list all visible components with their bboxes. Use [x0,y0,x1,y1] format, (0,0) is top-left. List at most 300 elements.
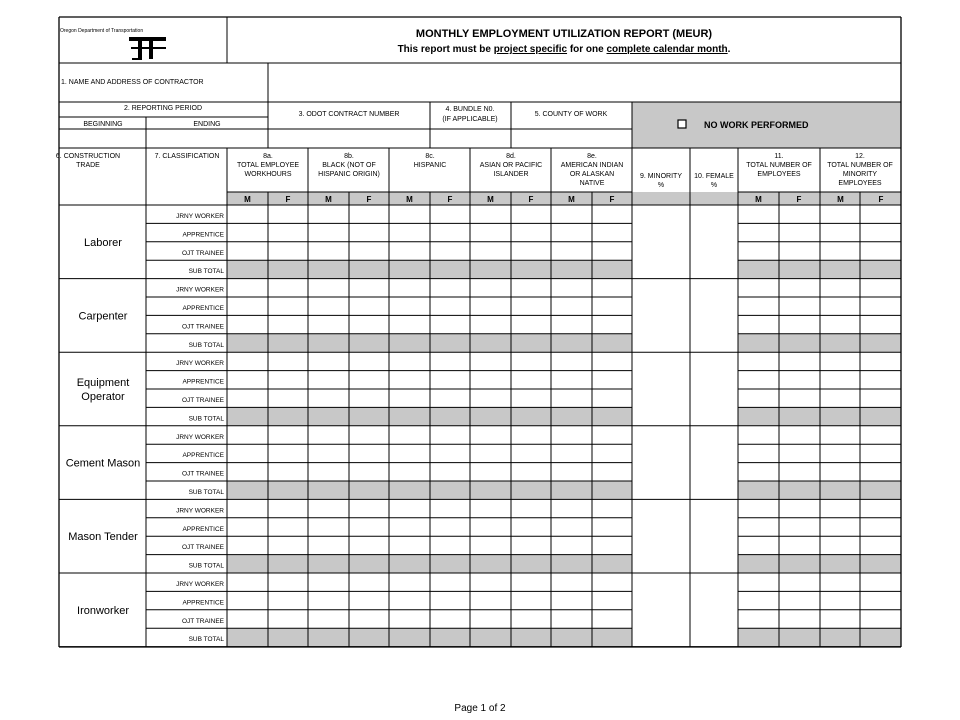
entry-cell[interactable] [592,610,632,628]
entry-cell[interactable] [551,297,592,315]
entry-cell[interactable] [389,536,430,554]
entry-cell[interactable] [389,352,430,370]
entry-cell[interactable] [470,315,511,333]
entry-cell[interactable] [860,573,901,591]
entry-cell[interactable] [820,352,860,370]
entry-cell[interactable] [592,518,632,536]
entry-cell[interactable] [738,573,779,591]
entry-cell[interactable] [860,242,901,260]
entry-cell[interactable] [389,279,430,297]
entry-cell[interactable] [738,463,779,481]
entry-cell[interactable] [430,499,470,517]
entry-cell[interactable] [470,205,511,223]
classification-header: 7. CLASSIFICATION [154,153,220,160]
entry-cell[interactable] [308,223,349,241]
entry-cell[interactable] [430,352,470,370]
entry-cell[interactable] [820,444,860,462]
entry-cell[interactable] [511,297,551,315]
entry-cell[interactable] [389,426,430,444]
ending-date-field[interactable] [146,129,268,148]
entry-cell[interactable] [860,205,901,223]
entry-cell[interactable] [820,610,860,628]
entry-cell[interactable] [430,279,470,297]
entry-cell[interactable] [738,279,779,297]
entry-cell[interactable] [738,223,779,241]
entry-cell[interactable] [268,536,308,554]
contract-number-field[interactable] [268,129,430,148]
entry-cell[interactable] [511,426,551,444]
entry-cell[interactable] [470,536,511,554]
classification-label: APPRENTICE [182,599,224,607]
entry-cell[interactable] [511,444,551,462]
entry-cell[interactable] [227,279,268,297]
entry-cell[interactable] [551,389,592,407]
entry-cell[interactable] [227,518,268,536]
entry-cell[interactable] [470,389,511,407]
entry-cell[interactable] [349,591,389,609]
entry-cell[interactable] [430,573,470,591]
entry-cell[interactable] [551,518,592,536]
entry-cell[interactable] [779,297,820,315]
entry-cell[interactable] [860,426,901,444]
entry-cell[interactable] [820,297,860,315]
entry-cell[interactable] [551,371,592,389]
entry-cell[interactable] [592,297,632,315]
contractor-name-address-field[interactable] [268,63,901,102]
female-percent-cell[interactable] [690,573,738,647]
entry-cell[interactable] [470,279,511,297]
entry-cell[interactable] [308,205,349,223]
entry-cell[interactable] [470,591,511,609]
entry-cell[interactable] [308,352,349,370]
entry-cell[interactable] [592,591,632,609]
entry-cell[interactable] [511,499,551,517]
entry-cell[interactable] [470,223,511,241]
entry-cell[interactable] [389,223,430,241]
entry-cell[interactable] [860,297,901,315]
entry-cell[interactable] [779,518,820,536]
entry-cell[interactable] [349,573,389,591]
entry-cell[interactable] [268,518,308,536]
entry-cell[interactable] [738,352,779,370]
entry-cell[interactable] [551,536,592,554]
entry-cell[interactable] [592,426,632,444]
entry-cell[interactable] [349,610,389,628]
entry-cell[interactable] [738,591,779,609]
entry-cell[interactable] [860,463,901,481]
entry-cell[interactable] [738,426,779,444]
entry-cell[interactable] [349,352,389,370]
entry-cell[interactable] [470,518,511,536]
entry-cell[interactable] [738,536,779,554]
entry-cell[interactable] [779,573,820,591]
entry-cell[interactable] [308,279,349,297]
classification-label: SUB TOTAL [188,636,224,644]
minority-percent-cell[interactable] [632,205,690,279]
entry-cell[interactable] [860,223,901,241]
entry-cell[interactable] [551,279,592,297]
entry-cell[interactable] [349,279,389,297]
entry-cell[interactable] [592,389,632,407]
entry-cell[interactable] [349,223,389,241]
entry-cell[interactable] [227,536,268,554]
entry-cell[interactable] [227,352,268,370]
entry-cell[interactable] [820,518,860,536]
entry-cell[interactable] [551,242,592,260]
entry-cell[interactable] [511,242,551,260]
entry-cell[interactable] [268,297,308,315]
entry-cell[interactable] [551,610,592,628]
entry-cell[interactable] [779,444,820,462]
entry-cell[interactable] [389,444,430,462]
entry-cell[interactable] [551,463,592,481]
classification-label: JRNY WORKER [176,360,224,368]
entry-cell[interactable] [389,591,430,609]
classification-label: JRNY WORKER [176,433,224,441]
entry-cell[interactable] [820,536,860,554]
entry-cell[interactable] [430,205,470,223]
entry-cell[interactable] [308,591,349,609]
classification-label: APPRENTICE [182,452,224,460]
entry-cell[interactable] [308,315,349,333]
entry-cell[interactable] [389,610,430,628]
entry-cell[interactable] [430,463,470,481]
entry-cell[interactable] [470,297,511,315]
entry-cell[interactable] [551,573,592,591]
entry-cell[interactable] [308,573,349,591]
entry-cell[interactable] [308,536,349,554]
entry-cell[interactable] [820,499,860,517]
entry-cell[interactable] [551,444,592,462]
entry-cell[interactable] [268,389,308,407]
entry-cell[interactable] [820,242,860,260]
entry-cell[interactable] [470,610,511,628]
female-percent-cell[interactable] [690,279,738,353]
entry-cell[interactable] [349,371,389,389]
entry-cell[interactable] [551,426,592,444]
entry-cell[interactable] [268,591,308,609]
entry-cell[interactable] [308,242,349,260]
entry-cell[interactable] [511,352,551,370]
entry-cell[interactable] [227,223,268,241]
entry-cell[interactable] [592,371,632,389]
entry-cell[interactable] [592,573,632,591]
entry-cell[interactable] [430,610,470,628]
entry-cell[interactable] [779,610,820,628]
entry-cell[interactable] [592,205,632,223]
bundle-label-2: (IF APPLICABLE) [442,116,498,123]
col-11-header: 11. TOTAL NUMBER OF EMPLOYEES [746,153,812,178]
male-label: M [406,195,413,204]
entry-cell[interactable] [268,371,308,389]
entry-cell[interactable] [860,444,901,462]
entry-cell[interactable] [511,389,551,407]
entry-cell[interactable] [738,205,779,223]
entry-cell[interactable] [738,444,779,462]
entry-cell[interactable] [860,352,901,370]
entry-cell[interactable] [470,573,511,591]
entry-cell[interactable] [820,573,860,591]
entry-cell[interactable] [779,499,820,517]
entry-cell[interactable] [511,205,551,223]
entry-cell[interactable] [349,242,389,260]
contract-number-label: 3. ODOT CONTRACT NUMBER [298,111,400,118]
entry-cell[interactable] [820,389,860,407]
entry-cell[interactable] [779,315,820,333]
entry-cell[interactable] [430,315,470,333]
entry-cell[interactable] [349,499,389,517]
entry-cell[interactable] [592,444,632,462]
entry-cell[interactable] [592,223,632,241]
classification-label: OJT TRAINEE [181,323,224,331]
entry-cell[interactable] [308,610,349,628]
entry-cell[interactable] [779,205,820,223]
entry-cell[interactable] [268,315,308,333]
classification-label: SUB TOTAL [188,562,224,570]
entry-cell[interactable] [511,315,551,333]
entry-cell[interactable] [592,499,632,517]
entry-cell[interactable] [227,371,268,389]
entry-cell[interactable] [860,389,901,407]
entry-cell[interactable] [511,610,551,628]
entry-cell[interactable] [308,371,349,389]
entry-cell[interactable] [738,297,779,315]
female-percent-cell[interactable] [690,499,738,573]
entry-cell[interactable] [551,315,592,333]
entry-cell[interactable] [820,205,860,223]
entry-cell[interactable] [511,591,551,609]
entry-cell[interactable] [592,352,632,370]
entry-cell[interactable] [308,444,349,462]
classification-label: OJT TRAINEE [181,249,224,257]
mf-row-shade-mid [632,192,738,205]
entry-cell[interactable] [738,371,779,389]
entry-cell[interactable] [349,389,389,407]
entry-cell[interactable] [308,297,349,315]
entry-cell[interactable] [349,205,389,223]
entry-cell[interactable] [430,371,470,389]
entry-cell[interactable] [592,463,632,481]
entry-cell[interactable] [820,371,860,389]
entry-cell[interactable] [470,352,511,370]
entry-cell[interactable] [389,499,430,517]
trade-header: 6. CONSTRUCTION TRADE [55,153,121,169]
entry-cell[interactable] [820,591,860,609]
minority-percent-cell[interactable] [632,426,690,500]
minority-percent-cell[interactable] [632,499,690,573]
entry-cell[interactable] [470,444,511,462]
agency-name: Oregon Department of Transportation [60,28,144,34]
entry-cell[interactable] [268,223,308,241]
entry-cell[interactable] [511,223,551,241]
entry-cell[interactable] [470,371,511,389]
entry-cell[interactable] [470,426,511,444]
entry-cell[interactable] [551,499,592,517]
entry-cell[interactable] [779,223,820,241]
entry-cell[interactable] [389,315,430,333]
entry-cell[interactable] [551,205,592,223]
minority-percent-cell[interactable] [632,279,690,353]
entry-cell[interactable] [820,223,860,241]
entry-cell[interactable] [389,463,430,481]
entry-cell[interactable] [268,242,308,260]
entry-cell[interactable] [779,371,820,389]
entry-cell[interactable] [592,279,632,297]
female-label: F [609,195,615,204]
bundle-number-field[interactable] [430,129,511,148]
entry-cell[interactable] [592,242,632,260]
classification-label: JRNY WORKER [176,581,224,588]
entry-cell[interactable] [227,242,268,260]
entry-cell[interactable] [860,591,901,609]
entry-cell[interactable] [389,573,430,591]
entry-cell[interactable] [227,463,268,481]
entry-cell[interactable] [227,444,268,462]
ending-label: ENDING [193,121,221,128]
entry-cell[interactable] [430,591,470,609]
male-label: M [837,195,844,204]
entry-cell[interactable] [268,279,308,297]
entry-cell[interactable] [349,315,389,333]
entry-cell[interactable] [268,573,308,591]
entry-cell[interactable] [430,223,470,241]
odot-logo-icon [129,37,166,59]
entry-cell[interactable] [860,536,901,554]
entry-cell[interactable] [227,610,268,628]
classification-label: SUB TOTAL [188,268,224,276]
entry-cell[interactable] [389,389,430,407]
entry-cell[interactable] [227,591,268,609]
entry-cell[interactable] [349,297,389,315]
entry-cell[interactable] [227,315,268,333]
entry-cell[interactable] [738,315,779,333]
entry-cell[interactable] [511,518,551,536]
entry-cell[interactable] [268,426,308,444]
entry-cell[interactable] [349,518,389,536]
entry-cell[interactable] [820,426,860,444]
female-percent-cell[interactable] [690,205,738,279]
entry-cell[interactable] [268,352,308,370]
entry-cell[interactable] [268,463,308,481]
entry-cell[interactable] [860,499,901,517]
entry-cell[interactable] [430,518,470,536]
entry-cell[interactable] [860,315,901,333]
entry-cell[interactable] [308,499,349,517]
entry-cell[interactable] [308,463,349,481]
entry-cell[interactable] [389,518,430,536]
entry-cell[interactable] [349,426,389,444]
entry-cell[interactable] [860,279,901,297]
entry-cell[interactable] [779,591,820,609]
entry-cell[interactable] [738,610,779,628]
entry-cell[interactable] [511,536,551,554]
entry-cell[interactable] [738,389,779,407]
county-field[interactable] [511,129,632,148]
entry-cell[interactable] [551,352,592,370]
beginning-date-field[interactable] [59,129,146,148]
entry-cell[interactable] [779,463,820,481]
entry-cell[interactable] [227,205,268,223]
entry-cell[interactable] [268,205,308,223]
entry-cell[interactable] [470,499,511,517]
entry-cell[interactable] [349,536,389,554]
entry-cell[interactable] [511,279,551,297]
entry-cell[interactable] [860,371,901,389]
male-label: M [244,195,251,204]
entry-cell[interactable] [551,591,592,609]
entry-cell[interactable] [268,444,308,462]
entry-cell[interactable] [227,573,268,591]
entry-cell[interactable] [779,536,820,554]
entry-cell[interactable] [389,205,430,223]
entry-cell[interactable] [389,297,430,315]
entry-cell[interactable] [430,426,470,444]
entry-cell[interactable] [430,536,470,554]
female-label: F [366,195,372,204]
entry-cell[interactable] [820,279,860,297]
classification-label: JRNY WORKER [176,213,224,220]
entry-cell[interactable] [268,610,308,628]
entry-cell[interactable] [227,389,268,407]
entry-cell[interactable] [738,499,779,517]
entry-cell[interactable] [227,499,268,517]
report-subtitle: This report must be project specific for one complete calendar month. [397,44,731,55]
entry-cell[interactable] [389,242,430,260]
entry-cell[interactable] [820,463,860,481]
entry-cell[interactable] [511,371,551,389]
entry-cell[interactable] [227,297,268,315]
entry-cell[interactable] [738,518,779,536]
entry-cell[interactable] [779,242,820,260]
entry-cell[interactable] [389,371,430,389]
entry-cell[interactable] [779,352,820,370]
entry-cell[interactable] [308,389,349,407]
entry-cell[interactable] [511,573,551,591]
entry-cell[interactable] [779,279,820,297]
classification-label: JRNY WORKER [176,286,224,294]
entry-cell[interactable] [592,315,632,333]
entry-cell[interactable] [511,463,551,481]
entry-cell[interactable] [470,463,511,481]
entry-cell[interactable] [779,389,820,407]
minority-percent-cell[interactable] [632,573,690,647]
minority-percent-cell[interactable] [632,352,690,426]
entry-cell[interactable] [430,242,470,260]
female-percent-cell[interactable] [690,352,738,426]
entry-cell[interactable] [592,536,632,554]
entry-cell[interactable] [268,499,308,517]
entry-cell[interactable] [860,518,901,536]
entry-cell[interactable] [551,223,592,241]
entry-cell[interactable] [470,242,511,260]
entry-cell[interactable] [308,518,349,536]
entry-cell[interactable] [349,444,389,462]
entry-cell[interactable] [860,610,901,628]
entry-cell[interactable] [430,389,470,407]
entry-cell[interactable] [227,426,268,444]
entry-cell[interactable] [738,242,779,260]
entry-cell[interactable] [820,315,860,333]
entry-cell[interactable] [430,444,470,462]
female-percent-cell[interactable] [690,426,738,500]
entry-cell[interactable] [308,426,349,444]
trade-name: Mason Tender [68,531,138,544]
entry-cell[interactable] [430,297,470,315]
no-work-checkbox[interactable] [678,120,686,128]
entry-cell[interactable] [349,463,389,481]
male-label: M [325,195,332,204]
entry-cell[interactable] [779,426,820,444]
